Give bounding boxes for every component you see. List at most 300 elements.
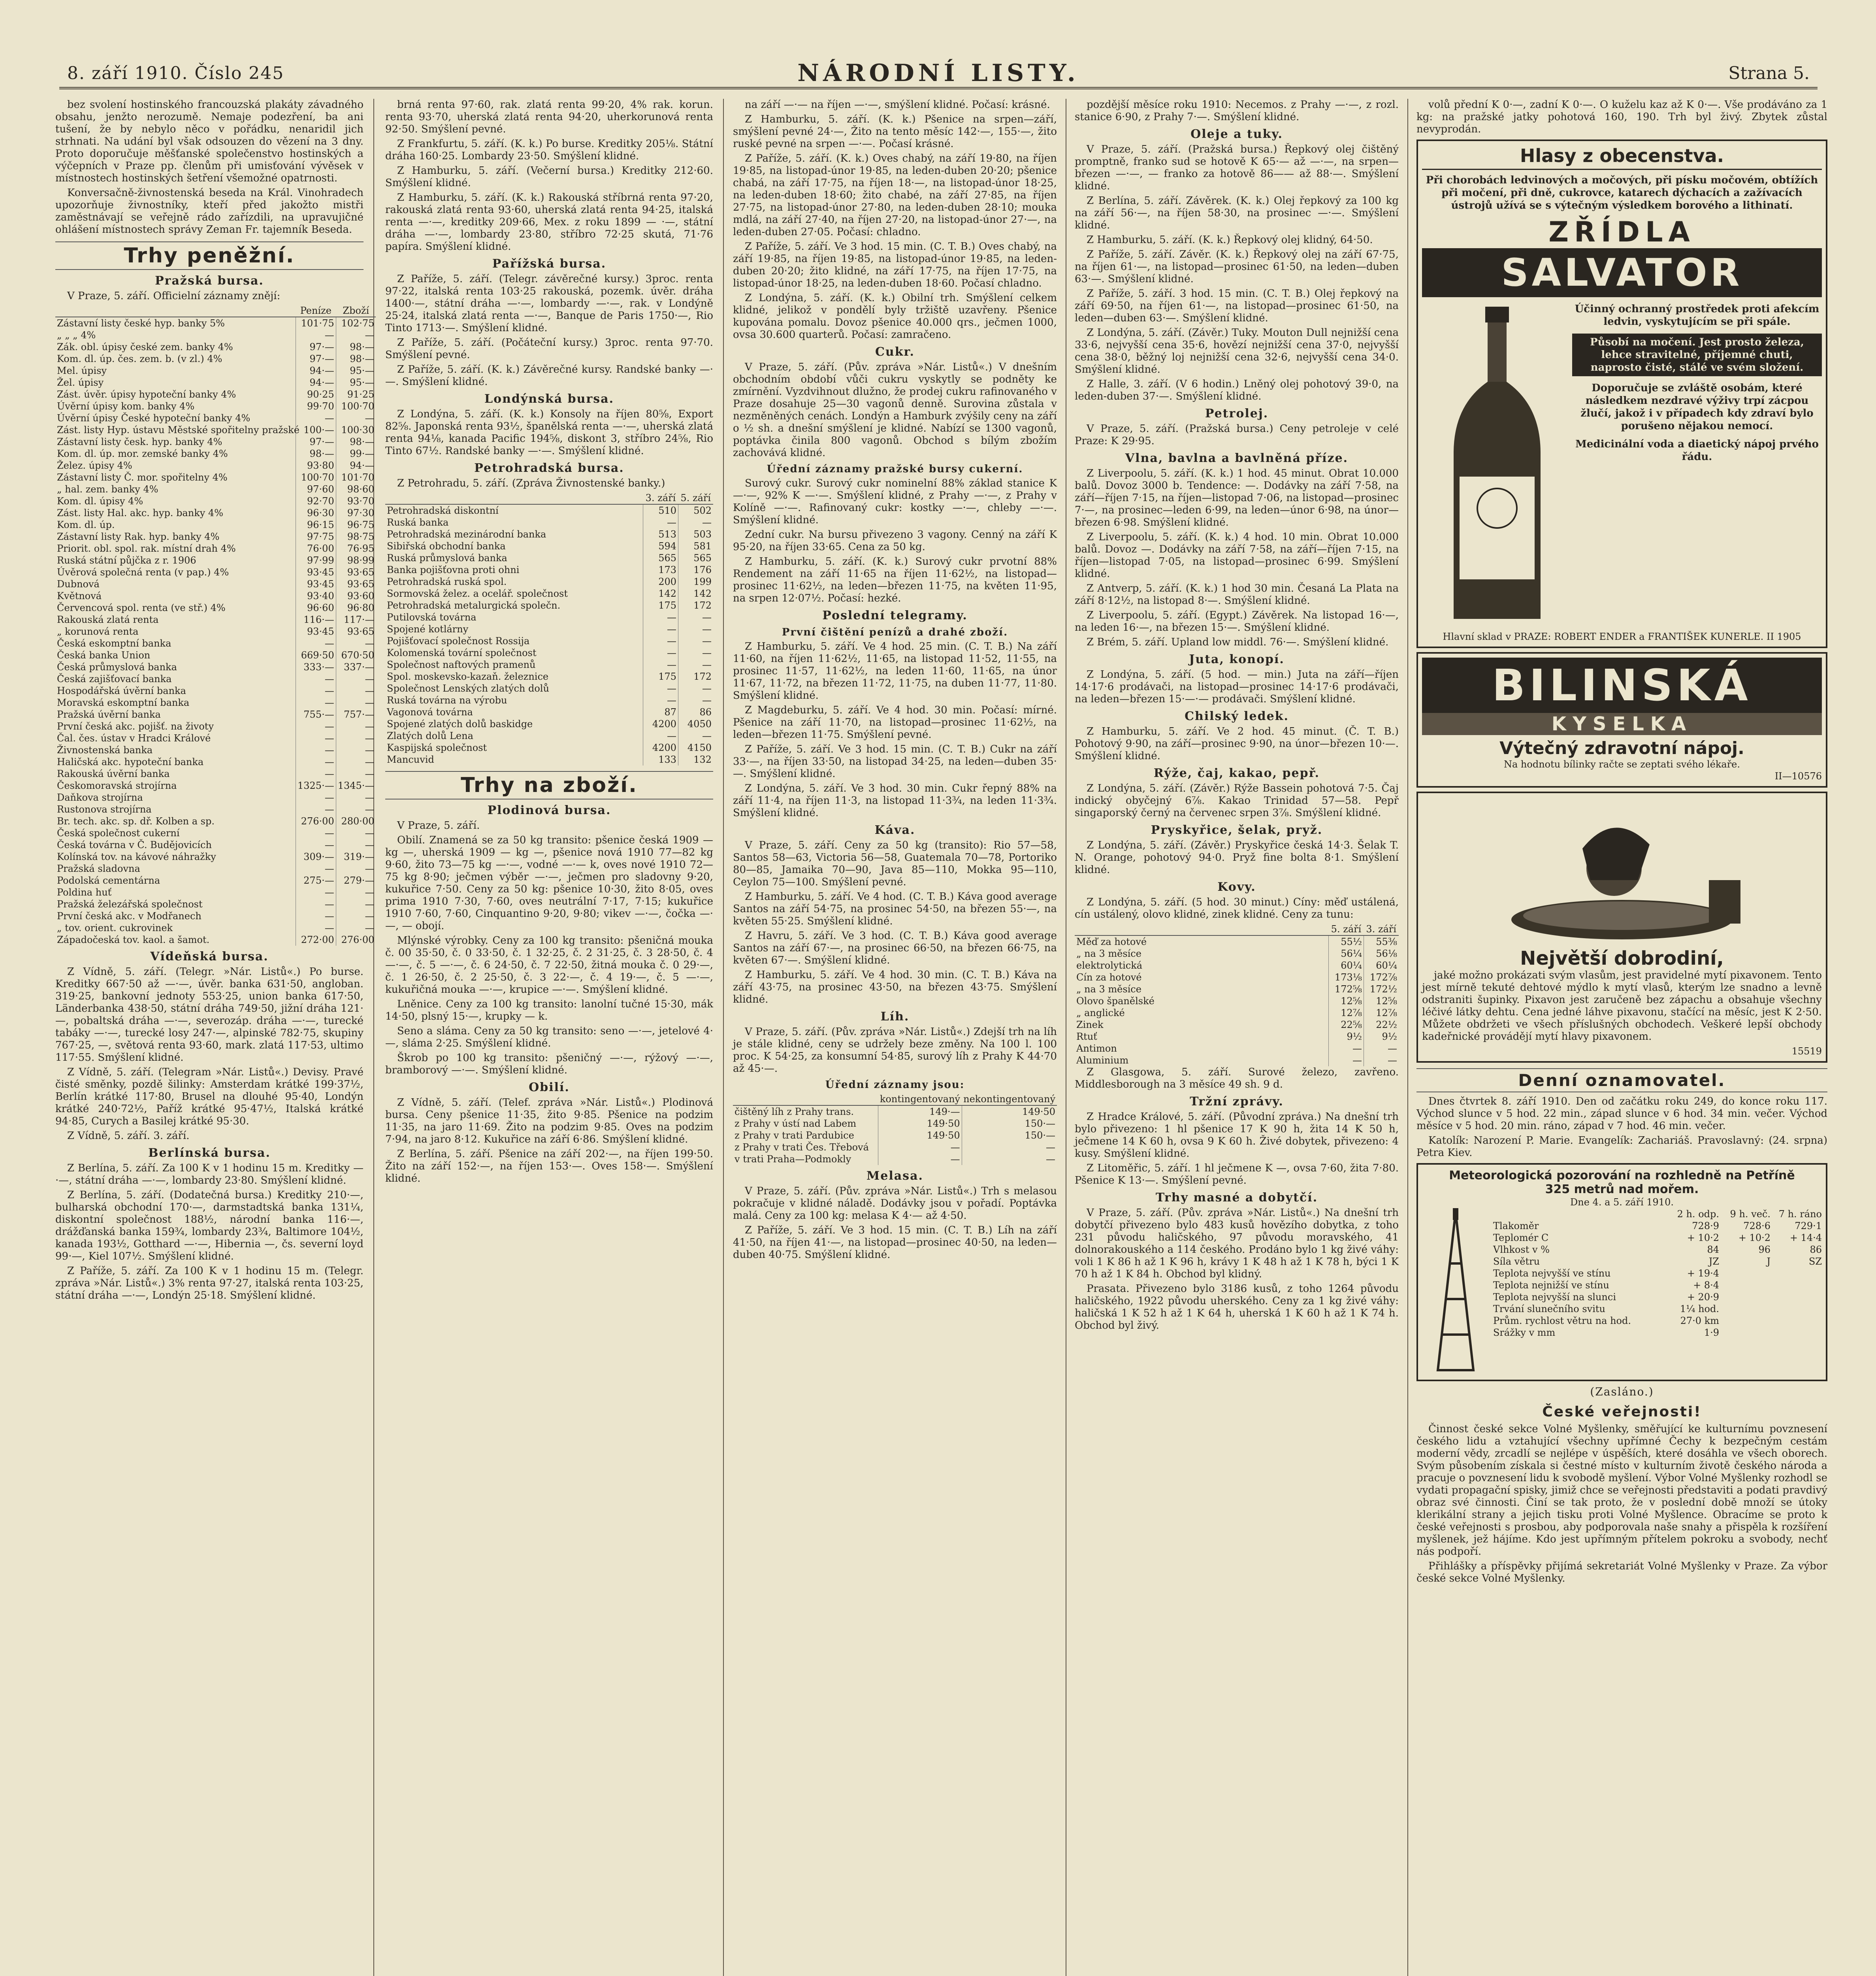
article-paragraph: Přihlášky a příspěvky přijímá sekretariát Volné Myšlenky v Praze. Za výbor české sekce Volné Myšlenky. — [1416, 1560, 1827, 1584]
subsection-heading: Cukr. — [875, 345, 915, 359]
row-value: 309·— — [296, 851, 336, 863]
article-paragraph: Z Glasgowa, 5. září. Surové železo, zavřeno. Middlesborough na 3 měsíce 49 sh. 9 d. — [1075, 1066, 1399, 1090]
article-paragraph: Z Paříže, 5. září. (Telegr. závěrečné kursy.) 3proc. renta 97·22, italská renta 103·25 rakouská, pozemk. úvěr. dráha 1400·—, státní dráha —·—, lombardy —·—, rak. v Londýně 25·24, italská zlatá renta —·—, Banque de Paris 1750·—, Rio Tinto 1713·—. Smýšlení klidné. — [385, 273, 713, 334]
subsection-heading: Rýže, čaj, kakao, pepř. — [1153, 766, 1320, 780]
row-value: 176 — [678, 564, 714, 576]
subsection-heading: Kovy. — [1217, 880, 1256, 894]
table-row — [385, 754, 713, 766]
row-value: — — [336, 685, 376, 697]
row-value: — — [296, 412, 336, 424]
row-value: — — [336, 910, 376, 922]
article-paragraph: Z Londýna, 5. září. Ve 3 hod. 30 min. Cukr řepný 88% na září 11·4, na říjen 11·3, na listopad 11·3¾, na leden 11·3¾. Smýšlení klidné. — [733, 782, 1057, 819]
article-paragraph: bez svolení hostinského francouzská plakáty závadného obsahu, jenžto nerozumě. Nemaje podezření, ba ani tušení, že by nebylo něco v pořádku, nenaridil jich strhnati. Na udání byl však odsouzen do vězení na 3 dny. Proto doporučuje měšťanské společenstvo hostinských a výčepních v Praze pp. členům při umisťování vývěsek v místnostech hostinských šetření všemožné opatrnosti. — [55, 99, 364, 184]
row-value: — — [962, 1141, 1057, 1153]
article-paragraph: Z Berlína, 5. září. Pšenice na září 202·—, na říjen 199·50. Žito na září 152·—, na říjen 153·—. Oves 158·—. Smýšlení klidné. — [385, 1148, 713, 1184]
row-value: 98·— — [336, 436, 376, 448]
row-value: — — [878, 1141, 962, 1153]
row-value: 86 — [678, 706, 714, 718]
row-value: 97·75 — [296, 531, 336, 543]
meteo-value: 96 — [1758, 1244, 1771, 1255]
table-row — [55, 400, 376, 412]
row-value: 279·— — [336, 875, 376, 886]
meteo-row — [1493, 1279, 1822, 1291]
row-label: Česká zajišťovací banka — [57, 673, 172, 684]
article-paragraph: Z Liverpoolu, 5. září. (K. k.) 1 hod. 45 minut. Obrat 10.000 balů. Dovoz 3000 b. Tendence: —. Dodávky na září 7·58, na září—říjen 7·15, na říjen—listopad 7·06, na listopad—prosinec 7·—, na prosinec—leden 6·99, na leden—únor 6·98, na únor—březen 6·98. Smýšlení klidné. — [1075, 468, 1399, 528]
article-paragraph: Z Brém, 5. září. Upland low middl. 76·—. Smýšlení klidné. — [1087, 636, 1389, 648]
table-row — [55, 851, 376, 863]
section-heading: České veřejnosti! — [1542, 1404, 1702, 1420]
table-row — [55, 697, 376, 709]
table-row — [385, 576, 713, 588]
table-row — [385, 528, 713, 540]
table-row — [55, 898, 376, 910]
row-label: Želez. úpisy 4% — [57, 460, 132, 471]
washing-illustration — [1422, 797, 1822, 947]
meteo-value — [1771, 1267, 1822, 1279]
meteo-value — [1719, 1279, 1771, 1291]
row-value: — — [296, 744, 336, 756]
row-value: — — [678, 517, 714, 528]
row-value: 96·80 — [336, 602, 376, 614]
row-label: Pojišťovací společnost Rossija — [387, 635, 530, 647]
column-rule — [723, 99, 724, 1976]
row-value: — — [336, 756, 376, 768]
row-value: 93·65 — [336, 566, 376, 578]
row-value: — — [678, 635, 714, 647]
article-paragraph: Konversačně-živnostenská beseda na Král. Vinohradech upozorňuje živnostníky, kteří před jakožto mistři zaměstnávají se veřejně rádo zařízdili, na upravujičné ohlášení místnostech správy Zeman Fr. tajemník Beseda. — [55, 187, 364, 236]
row-value: — — [336, 637, 376, 649]
row-value: — — [678, 623, 714, 635]
ad-heading: Největší dobrodiní, — [1520, 947, 1724, 969]
row-value: — — [296, 697, 336, 709]
article-paragraph: Z Londýna, 5. září. (5 hod. 30 minut.) Cíny: měď ustálená, cín ustálený, olovo klidné, zinek klidné. Ceny za tunu: — [1075, 896, 1399, 920]
row-label: První česká akc. v Modřanech — [57, 911, 202, 922]
row-value: 565 — [643, 552, 678, 564]
article-paragraph: Z Hradce Králové, 5. září. (Původní zpráva.) Na dnešní trh bylo přivezeno: 1 hl pšenice 17 K 90 h, žita 14 K 50 h, ječmene 14 K 60 h, ovsa 9 K 60 h. Živé dobytek, přivezeno: 4 kusy. Smýšlení klidné. — [1075, 1111, 1399, 1160]
table-row — [1075, 960, 1399, 971]
article-paragraph: Obilí. Znamená se za 50 kg transito: pšenice česká 1909 — kg —, uherská 1909 — kg —, pšenice nová 1910 77—82 kg 9·60, žito 73—75 kg —·—, vodné —·— k, oves nové 1910 72—75 kg 8·90; ječmen výběr —·—, ječmen pro sladovny 9·20, kukuřice 7·50. Ceny za 50 kg: pšenice 10·30, žito 8·05, oves prima 1910 7·30, 7·60, oves neutrální 7·17, 7·15; kukuřice 1910 7·60, 7·60, Cinquantino 9·20, 9·80; vikev —·—, čočka —·—, — obojí. — [385, 834, 713, 932]
article-paragraph: Z Petrohradu, 5. září. (Zpráva Živnostenské banky.) — [397, 477, 665, 489]
row-value: 142 — [678, 588, 714, 600]
meteo-row — [1493, 1232, 1822, 1244]
table-row — [55, 519, 376, 531]
row-label: Čal. čes. ústav v Hradci Králové — [57, 733, 211, 744]
row-value: 96·15 — [296, 519, 336, 531]
ad-text: Medicinální voda a diaetický nápoj prvého řádu. — [1575, 438, 1819, 463]
row-label: Ruská státní půjčka z r. 1906 — [57, 555, 196, 566]
dateline: V Praze, 5. září. Officielní záznamy znějí: — [67, 290, 281, 302]
row-value: — — [296, 732, 336, 744]
row-value: 12⅞ — [1364, 1007, 1399, 1019]
row-label: Mel. úpisy — [57, 365, 107, 376]
table-row — [55, 424, 376, 436]
row-value: — — [296, 886, 336, 898]
row-label: Kolínská tov. na kávové náhražky — [57, 851, 216, 862]
row-value: 100·30 — [336, 424, 376, 436]
row-value: 22⅝ — [1329, 1019, 1364, 1031]
table-row — [55, 341, 376, 353]
table-row — [55, 768, 376, 780]
row-value: — — [643, 683, 678, 694]
table-row — [55, 685, 376, 697]
row-label: Moravská eskomptní banka — [57, 697, 190, 708]
row-label: Pražská úvěrní banka — [57, 709, 161, 720]
row-label: Úvěrní úpisy kom. banky 4% — [57, 401, 195, 412]
article-paragraph: Škrob po 100 kg transito: pšeničný —·—, rýžový —·—, bramborový —·—. Smýšlení klidné. — [385, 1052, 713, 1076]
article-paragraph: Z Paříže, 5. září. (K. k.) Závěrečné kursy. Randské banky —·—. Smýšlení klidné. — [385, 364, 713, 388]
subsection-heading: Berlínská bursa. — [148, 1146, 271, 1160]
subsection-heading: Juta, konopí. — [1189, 652, 1285, 666]
table-row — [1075, 948, 1399, 960]
row-label: Kom. dl. úpisy 4% — [57, 496, 143, 507]
row-label: „ na 3 měsíce — [1076, 984, 1141, 995]
article-paragraph: Z Vídně, 5. září. 3. září. — [67, 1130, 190, 1142]
meteo-label: Trvání slunečního svitu — [1493, 1303, 1605, 1314]
row-value: 319·— — [336, 851, 376, 863]
row-value: 97·60 — [296, 483, 336, 495]
table-row — [55, 377, 376, 388]
subsection-heading: Trhy masné a dobytčí. — [1155, 1191, 1318, 1205]
article-paragraph: Z Liverpoolu, 5. září. (K. k.) 4 hod. 10 min. Obrat 10.000 balů. Dovoz —. Dodávky na září 7·58, na září—říjen 7·15, na říjen—listopad 7·05, na listopad—prosinec 6·99. Smýšlení klidné. — [1075, 531, 1399, 580]
table-row — [55, 922, 376, 934]
column-header: Peníze — [296, 305, 336, 317]
row-value: — — [643, 730, 678, 742]
petrograd-bourse-table — [385, 492, 713, 766]
row-value: 4200 — [643, 718, 678, 730]
row-label: Zástavní listy Rak. hyp. banky 4% — [57, 531, 220, 542]
row-value: 100·70 — [296, 471, 336, 483]
row-value: 98·60 — [336, 483, 376, 495]
meteo-value: + 10·2 — [1738, 1232, 1771, 1243]
row-value: — — [296, 792, 336, 803]
row-value: 100·— — [296, 424, 336, 436]
article-paragraph: Z Hamburku, 5. září. (K. k.) Surový cukr prvotní 88% Rendement na září 11·65 na říjen 11·62½, na listopad—prosinec 11·62½, na leden—březen 11·75, na květen 11·95, na srpen 12·07½. Počasí: hezké. — [733, 556, 1057, 604]
meteo-value: + 10·2 — [1687, 1232, 1719, 1243]
ad-footer: Hlavní sklad v PRAZE: ROBERT ENDER a FRANTIŠEK KUNERLE. II 1905 — [1443, 631, 1801, 642]
row-label: Rtuť — [1076, 1031, 1097, 1042]
ad-heading: Výtečný zdravotní nápoj. — [1499, 738, 1744, 758]
meteo-value: 84 — [1707, 1244, 1719, 1255]
row-label: Petrohradská mezinárodní banka — [387, 529, 546, 540]
table-row — [733, 1129, 1057, 1141]
row-value: — — [296, 637, 336, 649]
meteo-row — [1493, 1220, 1822, 1232]
row-value: 94·— — [296, 365, 336, 377]
table-row — [1075, 1054, 1399, 1066]
row-value: — — [336, 673, 376, 685]
subsection-heading: Líh. — [880, 1010, 910, 1024]
row-value: 594 — [643, 540, 678, 552]
table-row — [55, 602, 376, 614]
row-value: 149·50 — [878, 1129, 962, 1141]
row-label: Banka pojišťovna proti ohni — [387, 564, 520, 575]
ad-sub-banner: KYSELKA — [1422, 713, 1822, 735]
column-header: 5. září — [678, 492, 714, 504]
column-4 — [1075, 99, 1399, 1976]
subsection-heading: Londýnská bursa. — [484, 392, 614, 406]
article-paragraph: Z Frankfurtu, 5. září. (K. k.) Po burse. Kreditky 205⅛. Státní dráha 160·25. Lombardy 23·50. Smýšlení klidné. — [385, 138, 713, 162]
row-value: — — [1364, 1043, 1399, 1054]
row-label: Kolomenská tovární společnost — [387, 647, 537, 658]
row-label: Mancuvid — [387, 754, 434, 765]
bilinska-advertisement — [1416, 652, 1827, 788]
row-value: 98·— — [336, 353, 376, 365]
row-label: Květnová — [57, 590, 102, 601]
article-paragraph: Seno a sláma. Ceny za 50 kg transito: seno —·—, jetelové 4·—, sláma 2·25. Smýšlení klidné. — [385, 1025, 713, 1049]
row-value: 22½ — [1364, 1019, 1399, 1031]
meteo-row — [1493, 1291, 1822, 1303]
row-label: Spol. moskevsko-kazaň. železnice — [387, 671, 549, 682]
table-row — [55, 614, 376, 626]
row-value: 276·00 — [296, 815, 336, 827]
table-row — [55, 720, 376, 732]
article-paragraph: Z Londýna, 5. září. (K. k.) Obilní trh. Smýšlení celkem klidné, jelikož v pondělí byly tržiště uzavřeny. Pšenice kupována pomalu. Dovoz pšenice 40.000 qrs., ječmen 1000, ovsa 30.600 quarterů. Počasí: zamračeno. — [733, 292, 1057, 341]
meteo-column-header: 9 h. več. — [1730, 1209, 1771, 1220]
article-paragraph: Dnes čtvrtek 8. září 1910. Den od začátku roku 249, do konce roku 117. Východ slunce v 5 hod. 22 min., západ slunce v 6 hod. 34 min. večer. Východ měsíce v 5 hod. 20 min. ráno, západ v 7 hod. 46 min. večer. — [1416, 1095, 1827, 1132]
row-value: — — [336, 329, 376, 341]
table-row — [1075, 1007, 1399, 1019]
subsection-heading: Chilský ledek. — [1185, 709, 1289, 723]
table-row — [385, 588, 713, 600]
ad-text: jaké možno prokázati svým vlasům, jest pravidelné mytí pixavonem. Tento jest mírně tekuté dehtové mýdlo k mytí vlasů, kterým lze snadno a levně odstraniti šupinky. Pixavon jest zaručeně bez zápachu a obsahuje všechny léčivé látky dehtu. Cena jedné láhve pixavonu, stačící na měsíc, jest K 2·50. Můžete obdržeti ve všech příslušných obchodech. Veškeré lepší obchody kadeřnické provádějí mytí hlavy pixavonem. — [1422, 969, 1822, 1043]
row-label: Putilovská továrna — [387, 612, 477, 623]
meteo-value: + 8·4 — [1693, 1280, 1719, 1291]
table-row — [733, 1105, 1057, 1118]
row-value: 76·00 — [296, 543, 336, 554]
table-row — [55, 934, 376, 946]
row-value: 172 — [678, 600, 714, 611]
article-paragraph: V Praze, 5. září. (Pův. zpráva »Nár. Listů«.) Zdejší trh na líh je stále klidné, ceny se udržely beze změny. Na 100 l. 100 proc. K 54·25, za konsumní 54·85, surový líh z Prahy K 44·70 až 45·—. — [733, 1026, 1057, 1075]
row-value: 502 — [678, 504, 714, 517]
table-row — [55, 661, 376, 673]
row-label: Ruská banka — [387, 517, 449, 528]
row-label: „ hal. zem. banky 4% — [57, 484, 158, 495]
subsection-heading: Petrolej. — [1205, 407, 1269, 420]
table-row — [385, 718, 713, 730]
row-value: 172⅝ — [1329, 983, 1364, 995]
column-2 — [385, 99, 713, 1976]
row-value: 1345·— — [336, 780, 376, 792]
pixavon-advertisement — [1416, 792, 1827, 1063]
bottle-illustration — [1422, 303, 1572, 627]
row-label: Ruská továrna na výrobu — [387, 695, 507, 706]
article-paragraph: Surový cukr. Surový cukr nominelní 88% základ stanice K —·—, 92% K —·—. Smýšlení klidné, z Prahy —·—, z Prahy v Kolíně —·—. Rafinovaný cukr: kostky —·—, chleby —·—. Smýšlení klidné. — [733, 477, 1057, 526]
row-value: — — [296, 673, 336, 685]
row-value: 76·95 — [336, 543, 376, 554]
row-value: 755·— — [296, 709, 336, 720]
row-value: 333·— — [296, 661, 336, 673]
table-row — [385, 611, 713, 623]
subsection-heading: Vlna, bavlna a bavlněná příze. — [1125, 451, 1349, 465]
article-paragraph: Z Londýna, 5. září. (K. k.) Konsoly na říjen 80⅝, Export 82⅝. Japonská renta 93½, španělská renta —·—, uherská zlatá renta 94⅛, kanada Pacific 194⅝, diskont 3, stříbro 24⅝, Rio Tinto 67½. Randské banky —·—. Smýšlení klidné. — [385, 408, 713, 457]
article-paragraph: Z Paříže, 5. září. Za 100 K v 1 hodinu 15 m. (Telegr. zpráva »Nár. Listů«.) 3% renta 97·27, italská renta 103·25, státní dráha —·—, Londýn 25·18. Smýšlení klidné. — [55, 1265, 364, 1301]
row-value: 503 — [678, 528, 714, 540]
row-label: „ „ „ 4% — [57, 330, 96, 341]
table-row — [733, 1141, 1057, 1153]
row-value: 102·75 — [336, 317, 376, 329]
row-label: Žel. úpisy — [57, 377, 104, 388]
row-value: 513 — [643, 528, 678, 540]
row-value: 98·— — [336, 341, 376, 353]
row-value: 565 — [678, 552, 714, 564]
table-row — [385, 504, 713, 517]
issue-date: 8. září 1910. Číslo 245 — [67, 63, 284, 83]
row-label: Cín za hotové — [1076, 972, 1142, 983]
article-paragraph: Z Londýna, 5. září. (Závěr.) Rýže Bassein pohotová 7·5. Čaj indický obyčejný 6⅞. Kakao Trinidad 57—58. Pepř singaporský černý na červenec srpen 3⅞. Smýšlení klidné. — [1075, 782, 1399, 819]
row-value: 98·— — [296, 448, 336, 460]
row-value: — — [296, 803, 336, 815]
article-paragraph: Z Hamburku, 5. září. Ve 4 hod. 25 min. (C. T. B.) Na září 11·60, na říjen 11·62½, 11·65, na listopad 11·52, 11·55, na prosinec 11·57, 11·62½, na leden 11·60, 11·65, na únor 11·67, 11·72, na březen 11·72, 11·75, na duben 11·77, 11·80. Smýšlení klidné. — [733, 641, 1057, 701]
row-value: 60¼ — [1364, 960, 1399, 971]
table-row — [55, 732, 376, 744]
article-paragraph: Z Paříže, 5. září. Ve 3 hod. 15 min. (C. T. B.) Cukr na září 33·—, na říjen 33·50, na listopad 34·25, na leden—duben 35·—. Smýšlení klidné. — [733, 743, 1057, 780]
table-row — [1075, 995, 1399, 1007]
table-row — [55, 317, 376, 329]
meteo-value: 729·1 — [1795, 1220, 1822, 1231]
row-value: — — [678, 694, 714, 706]
row-value: 93·60 — [336, 590, 376, 602]
subsection-heading: Obilí. — [529, 1080, 570, 1094]
article-paragraph: Z Hamburku, 5. září. (Večerní bursa.) Kreditky 212·60. Smýšlení klidné. — [385, 165, 713, 189]
row-value: 172⅞ — [1364, 971, 1399, 983]
meteo-label: Teplota nejnižší ve stínu — [1493, 1280, 1609, 1291]
table-row — [1075, 1043, 1399, 1054]
table-row — [55, 709, 376, 720]
meteo-row — [1493, 1244, 1822, 1256]
meteo-heading: Meteorologická pozorování na rozhledně na Petříně — [1449, 1169, 1795, 1182]
row-label: Měď za hotové — [1076, 936, 1147, 947]
article-paragraph: Činnost české sekce Volné Myšlenky, směřující ke kulturnímu povznesení českého lidu a vztahující všechny upřímné Čechy k bezpečným cestám moderní vědy, zrcadlí se nejlépe v úspěších, které dosáhla ve všech oborech. Svým působením získala si čestné místo v kulturním životě českého národa a pracuje o povznesení lidu k svobodě myšlení. Výbor Volné Myšlenky rozhodl se vydati propagační spisky, jimiž chce se veřejnosti představiti a podati pravdivý obraz své činnosti. Činí se tak proto, že v poslední době množí se útoky klerikální strany a jejich tisku proti Volné Myšlence. Obracíme se proto k české veřejnosti s prosbou, aby podporovala naše snahy a přispěla k rozšíření myšlenek, jež hájíme. Kdo jest upřímným přítelem pokroku a svobody, nechť nás podpoří. — [1416, 1423, 1827, 1557]
row-value: 12⅝ — [1329, 995, 1364, 1007]
row-value: 56⅛ — [1364, 948, 1399, 960]
row-label: z Prahy v trati Čes. Třebová — [735, 1142, 869, 1153]
article-paragraph: Z Hamburku, 5. září. (K. k.) Řepkový olej klidný, 64·50. — [1087, 234, 1373, 246]
article-paragraph: Z Hamburku, 5. září. Ve 2 hod. 45 minut. (Č. T. B.) Pohotový 9·90, na září—prosinec 9·90, na únor—březen 10·—. Smýšlení klidné. — [1075, 726, 1399, 762]
row-value: 149·— — [878, 1105, 962, 1118]
article-paragraph: V Praze, 5. září. (Pražská bursa.) Řepkový olej čištěný promptně, franko sud se hotově K 65·— až —·—, na srpen—březen —·—, — franko za hotově 86—— až 88·—. Smýšlení klidné. — [1075, 143, 1399, 192]
row-value: — — [1364, 1054, 1399, 1066]
table-row — [55, 910, 376, 922]
row-value: 99·— — [336, 448, 376, 460]
row-label: Zást. listy Hal. akc. hyp. banky 4% — [57, 507, 223, 519]
row-label: Daňkova strojírna — [57, 792, 143, 803]
table-row — [55, 839, 376, 851]
row-value: — — [678, 730, 714, 742]
column-header: Zboží — [336, 305, 376, 317]
row-label: Priorit. obl. spol. rak. místní drah 4% — [57, 543, 236, 554]
ad-text: Při chorobách ledvinových a močových, při písku močovém, obtížích při močení, při dně, cukrovce, katarech dýchacích a zažívacích ústrojů užívá se s výtečným výsledkem borového a lithinatí. — [1426, 174, 1818, 211]
row-value: — — [296, 910, 336, 922]
row-label: Zást. listy Hyp. ústavu Městské spořitelny pražské — [57, 424, 299, 436]
row-value: 272·00 — [296, 934, 336, 946]
table-row — [55, 566, 376, 578]
row-value: — — [336, 898, 376, 910]
row-label: Poldina huť — [57, 887, 112, 898]
petrin-tower-illustration — [1422, 1208, 1493, 1376]
row-value: 12⅝ — [1364, 995, 1399, 1007]
row-value: 175 — [643, 671, 678, 683]
row-label: Společnost Lenských zlatých dolů — [387, 683, 549, 694]
row-label: Česká společnost cukerní — [57, 828, 180, 839]
article-paragraph: Z Paříže, 5. září. 3 hod. 15 min. (C. T. B.) Olej řepkový na září 69·50, na říjen 61·—, na listopad—prosinec 61·50, na leden—duben 63·—. Smýšlení klidné. — [1075, 288, 1399, 324]
table-row — [385, 517, 713, 528]
meteo-label: Vlhkost v % — [1493, 1244, 1550, 1255]
row-value: — — [336, 720, 376, 732]
table-row — [55, 673, 376, 685]
table-row — [55, 578, 376, 590]
table-row — [385, 694, 713, 706]
row-value: — — [296, 329, 336, 341]
row-label: čištěný líh z Prahy trans. — [735, 1106, 854, 1117]
article-paragraph: Z Litoměřic, 5. září. 1 hl ječmene K —, ovsa 7·60, žita 7·80. Pšenice K 13·—. Smýšlení pevné. — [1075, 1162, 1399, 1186]
row-label: Sormovská želez. a ocelář. společnost — [387, 588, 568, 599]
row-label: Antimon — [1076, 1043, 1117, 1054]
meteo-value: J — [1767, 1256, 1771, 1267]
row-value: 93·40 — [296, 590, 336, 602]
table-row — [55, 875, 376, 886]
subsection-heading: Úřední záznamy pražské bursy cukerní. — [767, 463, 1023, 475]
metals-table — [1075, 923, 1399, 1066]
table-row — [385, 659, 713, 671]
row-value: — — [643, 694, 678, 706]
table-row — [55, 365, 376, 377]
row-value: — — [336, 863, 376, 875]
article-paragraph: Katolík: Narození P. Marie. Evangelík: Zachariáš. Pravoslavný: (24. srpna) Petra Kiev. — [1416, 1135, 1827, 1159]
row-value: 510 — [643, 504, 678, 517]
row-label: Úvěrová společná renta (v pap.) 4% — [57, 567, 229, 578]
bottle-icon — [1438, 303, 1556, 627]
table-row — [385, 552, 713, 564]
row-value: — — [296, 685, 336, 697]
meteo-label: Tlakoměr — [1493, 1220, 1539, 1231]
row-label: Kom. dl. úp. — [57, 519, 115, 530]
subsection-heading: Melasa. — [866, 1169, 923, 1183]
row-label: Kom. dl. úp. čes. zem. b. (v zl.) 4% — [57, 353, 222, 364]
article-paragraph: Lněnice. Ceny za 100 kg transito: lanolní tučné 15·30, mák 14·50, plsný 15·—, krupky — k. — [385, 998, 713, 1022]
row-value: 149·50 — [962, 1105, 1057, 1118]
row-value: 56¼ — [1329, 948, 1364, 960]
row-value: 275·— — [296, 875, 336, 886]
row-value: — — [643, 635, 678, 647]
table-row — [385, 635, 713, 647]
dateline: V Praze, 5. září. — [397, 820, 480, 832]
row-label: Podolská cementárna — [57, 875, 160, 886]
row-label: Červencová spol. renta (ve stř.) 4% — [57, 602, 226, 613]
meteo-value: 1·9 — [1704, 1327, 1719, 1338]
row-value: — — [336, 886, 376, 898]
row-value: — — [296, 756, 336, 768]
meteo-value — [1719, 1327, 1771, 1339]
ad-code: II—10576 — [1774, 771, 1822, 782]
row-value: — — [678, 683, 714, 694]
article-paragraph: pozdější měsíce roku 1910: Necemos. z Prahy —·—, z rozl. stanice 6·90, z Prahy 7·—. Smýšlení klidné. — [1075, 99, 1399, 123]
table-row — [55, 649, 376, 661]
article-paragraph: volů přední K 0·—, zadní K 0·—. O kuželu kaz až K 0·—. Vše prodáváno za 1 kg: na pražské jatky pohotová 160, 190. Trh byl živý. Zbytek zůstal nevyprodán. — [1416, 99, 1827, 135]
article-paragraph: Zední cukr. Na bursu přivezeno 3 vagony. Cenný na září K 95·20, na říjen 33·65. Cena za 50 kg. — [733, 529, 1057, 553]
row-value: 12⅞ — [1329, 1007, 1364, 1019]
column-5 — [1416, 99, 1827, 1976]
row-label: Česká továrna v Č. Budějovicích — [57, 839, 212, 850]
row-value: 99·70 — [296, 400, 336, 412]
row-value: 132 — [678, 754, 714, 766]
article-paragraph: brná renta 97·60, rak. zlatá renta 99·20, 4% rak. korun. renta 93·70, uherská zlatá renta 94·20, uherkorunová renta 92·50. Smýšlení pevné. — [385, 99, 713, 135]
table-row — [55, 436, 376, 448]
table-row — [385, 564, 713, 576]
article-paragraph: Z Paříže, 5. září. (K. k.) Oves chabý, na září 19·80, na říjen 19·85, na listopad-únor 19·85, na leden-duben 20·20; pšenice chabá, na září 17·75, na říjen 18·—, na listopad-únor 18·25, na leden-duben 18·60; žito chabé, na září 27·85, na říjen 27·75, na listopad-únor 27·80, na leden-duben 28·10; mouka mdlá, na září 27·40, na říjen 27·20, na listopad-únor 27·—, na leden-duben 27·05. Počasí: chladno. — [733, 153, 1057, 238]
row-value: — — [336, 827, 376, 839]
table-row — [385, 623, 713, 635]
table-row — [55, 744, 376, 756]
